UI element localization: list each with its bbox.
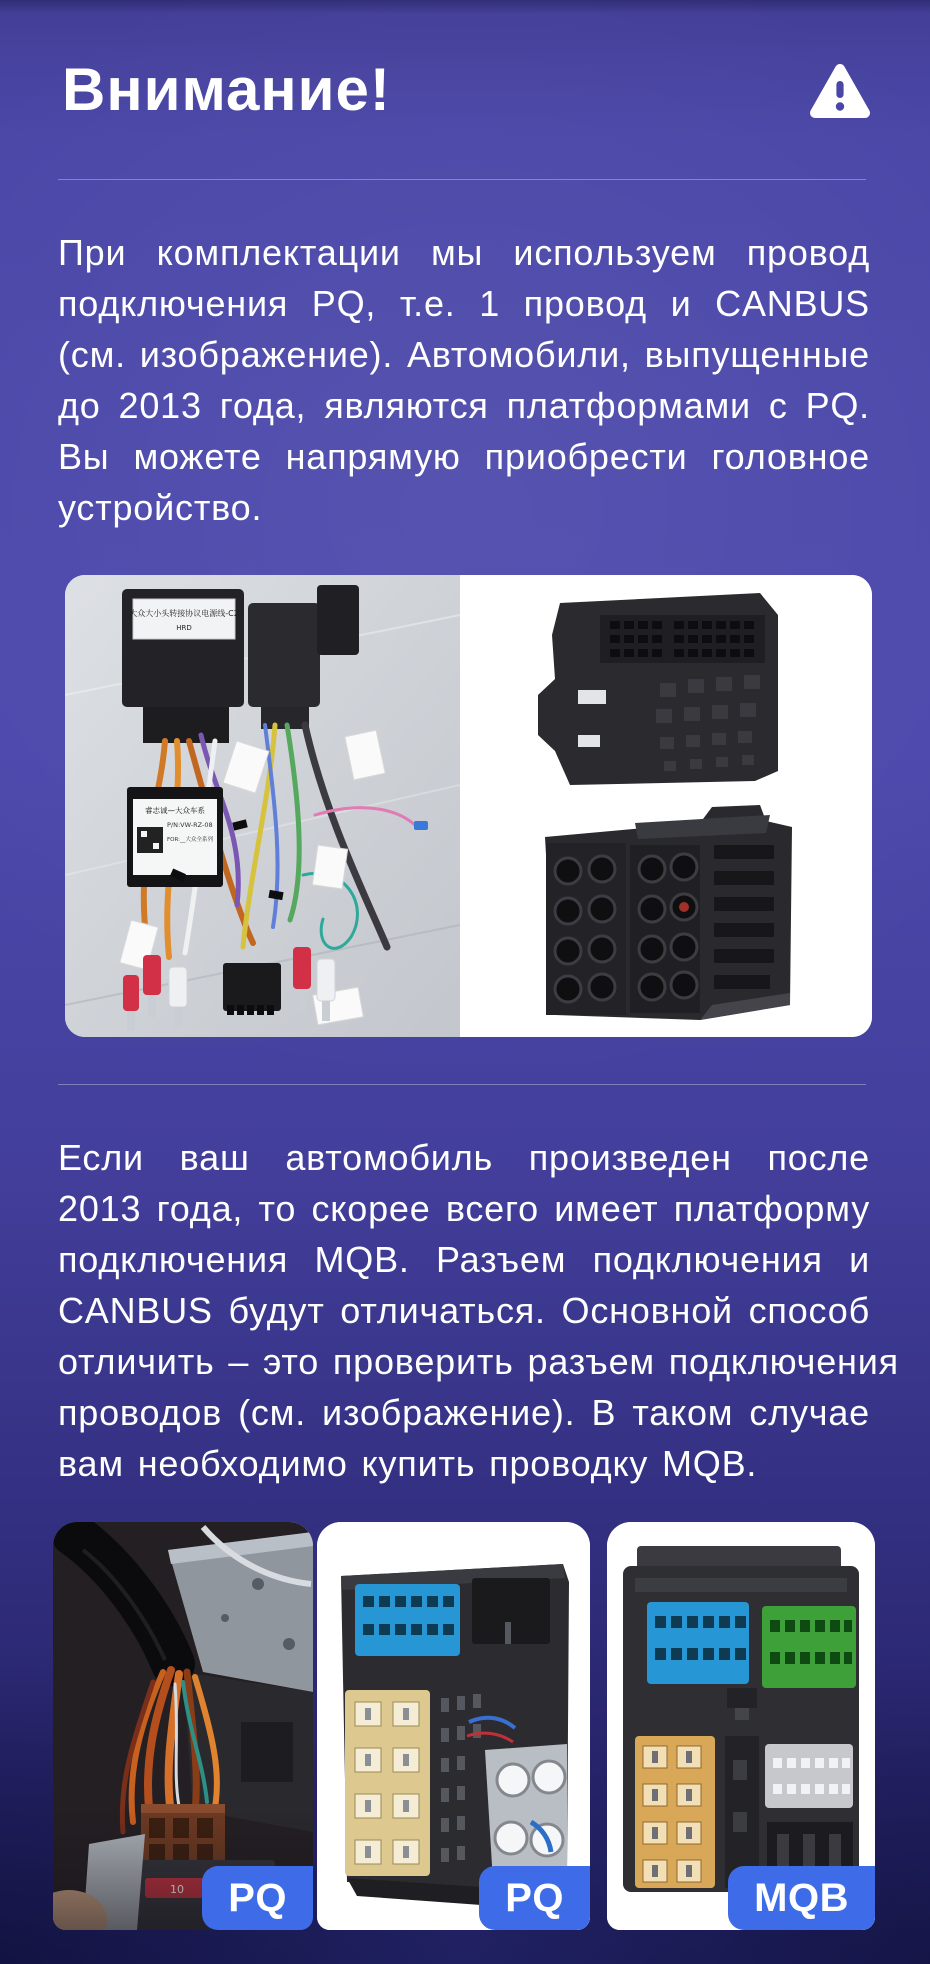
page-title: Внимание! [62,56,391,123]
paragraph-line: Если ваш автомобиль произведен после [58,1137,870,1178]
paragraph-line: вам необходимо купить проводку MQB. [58,1443,758,1484]
intro-paragraph [58,227,870,533]
paragraph-line: устройство. [58,487,263,528]
paragraph-line: отличить – это проверить разъем подключения [58,1341,899,1382]
paragraph-line: При комплектации мы используем провод [58,232,870,273]
pcb-label-pn: P/N:VW-RZ-08 [167,821,213,829]
divider-bottom [58,1084,866,1085]
paragraph-line: CANBUS будут отличаться. Основной способ [58,1290,870,1331]
warning-triangle-icon [810,62,870,120]
divider-top [58,179,866,180]
pq-wiring-harness-photo [65,575,460,1037]
paragraph-line: подключения PQ, т.е. 1 провод и CANBUS [58,283,870,324]
platform-badge-pq-1: PQ [202,1866,313,1930]
quadlock-connectors-photo [460,575,872,1037]
paragraph-line: (см. изображение). Автомобили, выпущенные [58,334,871,375]
paragraph-line: подключения MQB. Разъем подключения и [58,1239,870,1280]
connector-sticker-text: 大众大小头转接协议电源线-C2 [129,609,239,618]
paragraph-line: проводов (см. изображение). В таком случае [58,1392,870,1433]
platform-badge-mqb: MQB [728,1866,875,1930]
pcb-label-for: FOR:__大众全系列 [167,837,213,843]
pq-harness-photo-card [65,575,872,1037]
paragraph-line: 2013 года, то скорее всего имеет платформу [58,1188,870,1229]
tile-pq-connector [317,1522,590,1930]
connector-sticker-subtext: HRD [176,624,192,632]
tile-mqb-connector [607,1522,875,1930]
paragraph-line: Вы можете напрямую приобрести головное [58,436,870,477]
connector-comparison-row [53,1522,875,1930]
platform-badge-pq-2: PQ [479,1866,590,1930]
paragraph-line: до 2013 года, являются платформами с PQ. [58,385,870,426]
mqb-paragraph [58,1132,899,1489]
pcb-label-title: 睿志诚—大众车系 [145,806,205,815]
tile-dashboard-pq [53,1522,313,1930]
